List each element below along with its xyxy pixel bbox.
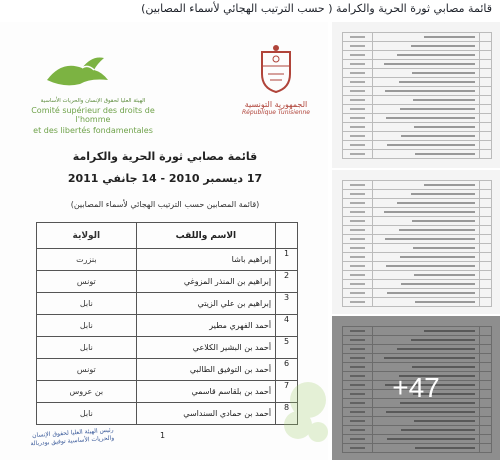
- thumbnail-cell: [373, 298, 480, 307]
- row-name: أحمد بن التوفيق الطالبي: [136, 359, 275, 381]
- org-name-french-1: Comité supérieur des droits de l'homme: [31, 106, 155, 124]
- table-row: [37, 359, 298, 381]
- thumbnail-cell: [373, 78, 480, 87]
- thumbnail-cell: [373, 181, 480, 190]
- thumbnail-cell: [343, 69, 373, 78]
- thumbnail-row: [343, 280, 492, 289]
- thumbnail-row: [343, 235, 492, 244]
- thumbnail-cell: [343, 199, 373, 208]
- thumbnail-cell: [373, 123, 480, 132]
- thumbnail-cell: [480, 123, 492, 132]
- thumbnail-cell: [480, 181, 492, 190]
- row-governorate: نابل: [37, 403, 137, 425]
- thumbnail-row: [343, 69, 492, 78]
- dove-logo-icon: [42, 50, 112, 90]
- thumbnail-cell: [480, 141, 492, 150]
- thumbnail-cell: [480, 69, 492, 78]
- thumbnail-cell: [343, 253, 373, 262]
- thumbnail-cell: [343, 114, 373, 123]
- row-governorate: نابل: [37, 315, 137, 337]
- thumbnail-cell: [343, 298, 373, 307]
- thumbnail-list-2: [342, 180, 492, 307]
- thumbnail-cell: [343, 87, 373, 96]
- thumbnail-cell: [480, 78, 492, 87]
- header-num: [276, 223, 298, 249]
- thumbnail-cell: [343, 271, 373, 280]
- thumbnail-cell: [373, 244, 480, 253]
- thumbnail-row: [343, 60, 492, 69]
- thumbnail-cell: [343, 141, 373, 150]
- table-row: [37, 271, 298, 293]
- thumbnail-cell: [373, 150, 480, 159]
- row-governorate: نابل: [37, 293, 137, 315]
- thumbnail-cell: [480, 114, 492, 123]
- thumbnail-cell: [480, 60, 492, 69]
- thumbnail-row: [343, 96, 492, 105]
- thumbnail-cell: [480, 253, 492, 262]
- photo-thumbnail-more[interactable]: [332, 316, 500, 460]
- thumbnail-cell: [480, 298, 492, 307]
- thumbnail-cell: [373, 33, 480, 42]
- thumbnail-cell: [480, 271, 492, 280]
- thumbnail-row: [343, 199, 492, 208]
- thumbnail-cell: [343, 33, 373, 42]
- thumbnail-cell: [373, 96, 480, 105]
- photo-thumbnail-2[interactable]: [332, 170, 500, 314]
- table-row: [37, 293, 298, 315]
- thumbnail-cell: [480, 42, 492, 51]
- thumbnail-cell: [373, 42, 480, 51]
- republic-block: [236, 44, 316, 116]
- thumbnail-cell: [343, 78, 373, 87]
- thumbnail-cell: [480, 199, 492, 208]
- thumbnail-row: [343, 78, 492, 87]
- thumbnail-cell: [343, 42, 373, 51]
- thumbnail-cell: [373, 226, 480, 235]
- tunisia-emblem-icon: [256, 44, 296, 94]
- republic-arabic: الجمهورية التونسية: [244, 100, 308, 109]
- thumbnail-cell: [343, 123, 373, 132]
- thumbnail-cell: [343, 96, 373, 105]
- row-governorate: تونس: [37, 271, 137, 293]
- thumbnail-cell: [373, 208, 480, 217]
- row-number: 8: [276, 403, 298, 425]
- row-governorate: بن عروس: [37, 381, 137, 403]
- thumbnail-cell: [373, 262, 480, 271]
- row-number: 5: [276, 337, 298, 359]
- photo-thumbnail-1[interactable]: [332, 22, 500, 168]
- row-number: 4: [276, 315, 298, 337]
- table-row: [37, 315, 298, 337]
- thumbnail-cell: [373, 253, 480, 262]
- thumbnail-row: [343, 226, 492, 235]
- row-number: 6: [276, 359, 298, 381]
- thumbnail-cell: [343, 280, 373, 289]
- thumbnail-cell: [373, 132, 480, 141]
- header-name: الاسم واللقب: [136, 223, 275, 249]
- table-row: [37, 249, 298, 271]
- thumbnail-cell: [480, 217, 492, 226]
- thumbnail-cell: [480, 150, 492, 159]
- table-row: [37, 403, 298, 425]
- thumbnail-cell: [373, 217, 480, 226]
- thumbnail-cell: [480, 51, 492, 60]
- header-governorate: الولاية: [37, 223, 137, 249]
- thumbnail-cell: [343, 181, 373, 190]
- thumbnail-cell: [343, 105, 373, 114]
- thumbnail-cell: [480, 87, 492, 96]
- thumbnail-cell: [480, 96, 492, 105]
- photo-main[interactable]: [0, 22, 330, 460]
- post-caption: قائمة مصابي ثورة الحرية والكرامة ( حسب الترتيب الهجائي لأسماء المصابين): [141, 2, 492, 15]
- row-number: 3: [276, 293, 298, 315]
- thumbnail-cell: [373, 289, 480, 298]
- thumbnail-cell: [373, 235, 480, 244]
- org-name-arabic: الهيئة العليا لحقوق الإنسان والحريات الأساسية: [40, 98, 146, 104]
- thumbnail-cell: [373, 190, 480, 199]
- thumbnail-cell: [373, 51, 480, 60]
- org-name-french-2: et des libertés fondamentales: [33, 126, 153, 135]
- thumbnail-cell: [343, 132, 373, 141]
- thumbnail-row: [343, 33, 492, 42]
- injured-table: [36, 222, 298, 425]
- table-row: [37, 337, 298, 359]
- thumbnail-row: [343, 253, 492, 262]
- thumbnail-cell: [480, 244, 492, 253]
- more-photos-count[interactable]: +47: [392, 372, 440, 403]
- thumbnail-cell: [373, 87, 480, 96]
- thumbnail-cell: [373, 141, 480, 150]
- row-governorate: نابل: [37, 337, 137, 359]
- document-title: قائمة مصابي ثورة الحرية والكرامة: [72, 150, 258, 163]
- thumbnail-row: [343, 105, 492, 114]
- thumbnail-cell: [373, 60, 480, 69]
- thumbnail-cell: [373, 280, 480, 289]
- thumbnail-cell: [480, 33, 492, 42]
- thumbnail-row: [343, 217, 492, 226]
- thumbnail-cell: [480, 105, 492, 114]
- table-header-row: [37, 223, 298, 249]
- document-subtitle: (قائمة المصابين حسب الترتيب الهجائي لأسماء المصابين): [70, 200, 260, 209]
- thumbnail-cell: [343, 217, 373, 226]
- photo-grid: [0, 22, 500, 460]
- thumbnail-row: [343, 190, 492, 199]
- thumbnail-cell: [480, 262, 492, 271]
- row-number: 2: [276, 271, 298, 293]
- thumbnail-cell: [480, 280, 492, 289]
- thumbnail-cell: [343, 262, 373, 271]
- thumbnail-cell: [480, 208, 492, 217]
- thumbnail-row: [343, 244, 492, 253]
- row-number: 1: [276, 249, 298, 271]
- thumbnail-cell: [480, 190, 492, 199]
- thumbnail-row: [343, 114, 492, 123]
- thumbnail-cell: [373, 271, 480, 280]
- thumbnail-cell: [343, 289, 373, 298]
- thumbnail-row: [343, 150, 492, 159]
- row-name: إبراهيم بن علي الزيتي: [136, 293, 275, 315]
- thumbnail-row: [343, 271, 492, 280]
- thumbnail-row: [343, 208, 492, 217]
- row-governorate: تونس: [37, 359, 137, 381]
- thumbnail-cell: [343, 235, 373, 244]
- thumbnail-cell: [343, 244, 373, 253]
- row-number: 7: [276, 381, 298, 403]
- row-name: أحمد بن بلقاسم قاسمي: [136, 381, 275, 403]
- thumbnail-cell: [480, 289, 492, 298]
- thumbnail-row: [343, 132, 492, 141]
- thumbnail-cell: [480, 235, 492, 244]
- row-name: أحمد بن البشير الكلاعي: [136, 337, 275, 359]
- signature-stamp: رئيس الهيئة العليا لحقوق الإنسان والحريات الأساسية توفيق بودربالة: [30, 426, 115, 448]
- thumbnail-row: [343, 42, 492, 51]
- thumbnail-row: [343, 123, 492, 132]
- thumbnail-row: [343, 289, 492, 298]
- thumbnail-list-1: [342, 32, 492, 159]
- row-name: أحمد الفهري مطير: [136, 315, 275, 337]
- republic-french: République Tunisienne: [242, 109, 310, 116]
- thumbnail-row: [343, 87, 492, 96]
- org-logo-block: [18, 50, 168, 135]
- thumbnail-cell: [343, 150, 373, 159]
- thumbnail-cell: [480, 132, 492, 141]
- row-governorate: بنزرت: [37, 249, 137, 271]
- thumbnail-row: [343, 141, 492, 150]
- thumbnail-row: [343, 262, 492, 271]
- table-row: [37, 381, 298, 403]
- thumbnail-cell: [480, 226, 492, 235]
- thumbnail-cell: [373, 69, 480, 78]
- watermark-leaf-icon: [268, 370, 328, 450]
- thumbnail-cell: [373, 105, 480, 114]
- thumbnail-cell: [343, 190, 373, 199]
- thumbnail-row: [343, 51, 492, 60]
- thumbnail-cell: [373, 114, 480, 123]
- thumbnail-cell: [343, 208, 373, 217]
- row-name: إبراهيم باشا: [136, 249, 275, 271]
- thumbnail-row: [343, 181, 492, 190]
- row-name: إبراهيم بن المنذر المزوغي: [136, 271, 275, 293]
- thumbnail-cell: [343, 51, 373, 60]
- thumbnail-cell: [373, 199, 480, 208]
- thumbnail-cell: [343, 60, 373, 69]
- document-dates: 17 ديسمبر 2010 - 14 جانفي 2011: [67, 172, 263, 185]
- thumbnail-cell: [343, 226, 373, 235]
- thumbnail-row: [343, 298, 492, 307]
- row-name: أحمد بن حمادي السنداسي: [136, 403, 275, 425]
- page-number: 1: [160, 431, 166, 440]
